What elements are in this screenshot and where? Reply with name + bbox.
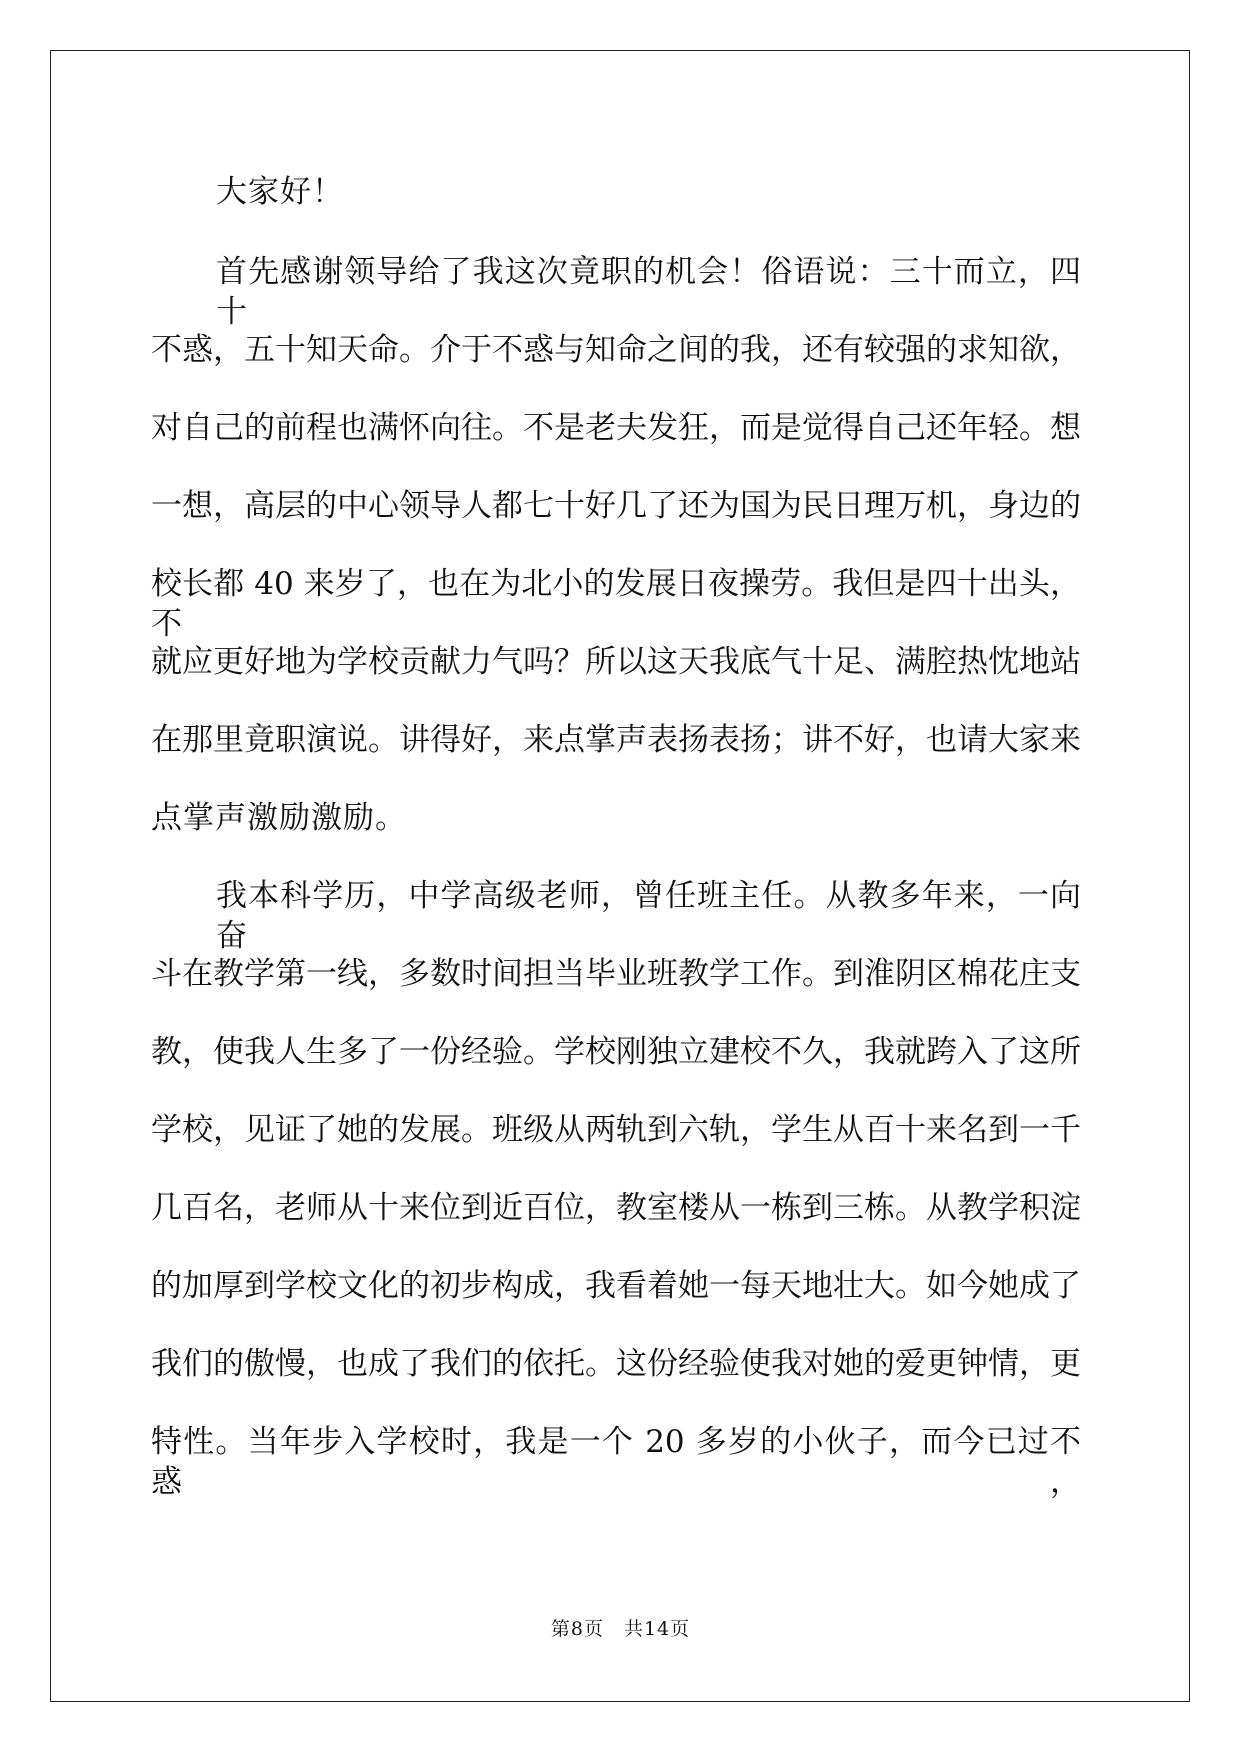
paragraph-1-line-3: 对自己的前程也满怀向往。不是老夫发狂，而是觉得自己还年轻。想 <box>151 410 1081 446</box>
paragraph-2-line-8: 特性。当年步入学校时，我是一个 20 多岁的小伙子，而今已过不惑， <box>151 1424 1081 1500</box>
paragraph-1-line-1: 首先感谢领导给了我这次竟职的机会！俗语说：三十而立，四十 <box>216 254 1081 330</box>
paragraph-2-line-2: 斗在教学第一线，多数时间担当毕业班教学工作。到淮阴区棉花庄支 <box>151 956 1081 992</box>
page-number-footer: 第8页 共14页 <box>550 1618 691 1640</box>
paragraph-2-line-5: 几百名，老师从十来位到近百位，教室楼从一栋到三栋。从教学积淀 <box>151 1190 1081 1226</box>
paragraph-2-line-4: 学校，见证了她的发展。班级从两轨到六轨，学生从百十来名到一千 <box>151 1112 1081 1148</box>
paragraph-1-line-6: 就应更好地为学校贡献力气吗？所以这天我底气十足、满腔热忱地站 <box>151 644 1081 680</box>
paragraph-2-line-1: 我本科学历，中学高级老师，曾任班主任。从教多年来，一向奋 <box>216 878 1081 954</box>
greeting-line: 大家好！ <box>216 174 344 210</box>
paragraph-1-line-4: 一想，高层的中心领导人都七十好几了还为国为民日理万机，身边的 <box>151 488 1081 524</box>
paragraph-1-line-7: 在那里竟职演说。讲得好，来点掌声表扬表扬；讲不好，也请大家来 <box>151 722 1081 758</box>
paragraph-1-line-5: 校长都 40 来岁了，也在为北小的发展日夜操劳。我但是四十出头，不 <box>151 566 1081 642</box>
paragraph-1-line-2: 不惑，五十知天命。介于不惑与知命之间的我，还有较强的求知欲， <box>151 332 1081 368</box>
paragraph-2-line-6: 的加厚到学校文化的初步构成，我看着她一每天地壮大。如今她成了 <box>151 1268 1081 1304</box>
paragraph-1-line-8: 点掌声激励激励。 <box>151 800 407 836</box>
paragraph-2-line-7: 我们的傲慢，也成了我们的依托。这份经验使我对她的爱更钟情，更 <box>151 1346 1081 1382</box>
paragraph-2-line-3: 教，使我人生多了一份经验。学校刚独立建校不久，我就跨入了这所 <box>151 1034 1081 1070</box>
